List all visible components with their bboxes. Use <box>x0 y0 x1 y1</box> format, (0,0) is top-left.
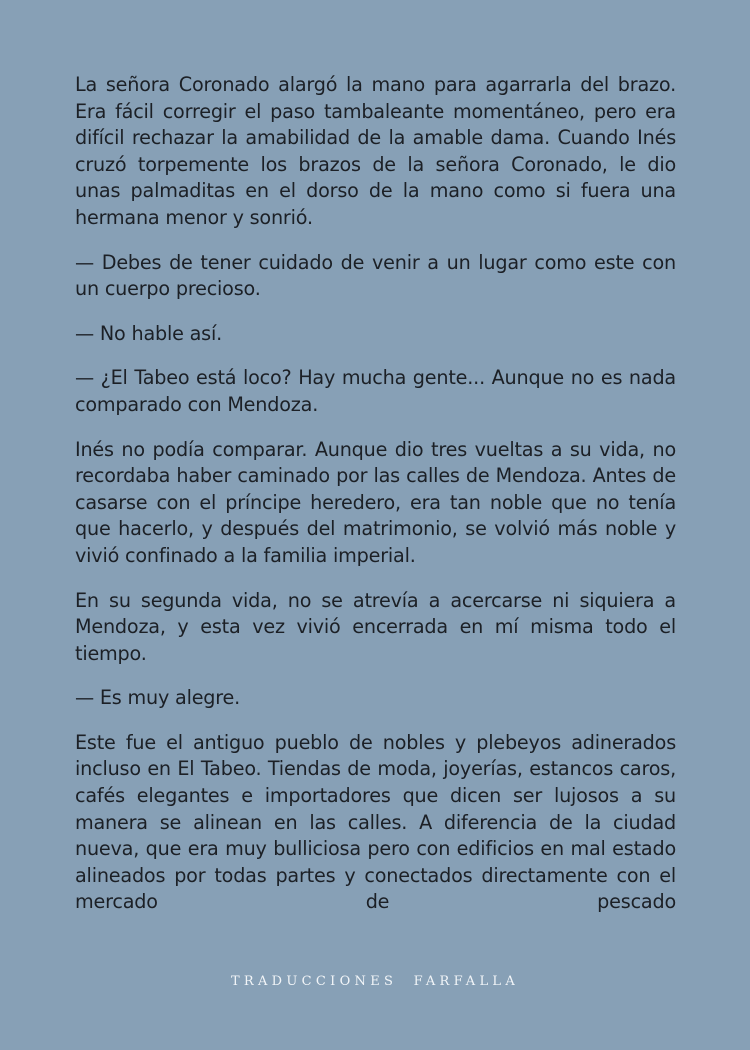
dialogue-2: — No hable así. <box>75 321 222 345</box>
footer-credit: TRADUCCIONES FARFALLA <box>230 974 520 989</box>
paragraph-1: La señora Coronado alargó la mano para agarrarla del brazo. Era fácil corregir el paso tambaleante momentáneo, pero era difícil rechazar la amabilidad de la amable dama. Cuando Inés cruzó torpemente los brazos de la señora Coronado, le dio unas palmaditas en el dorso de la mano como si fuera una hermana menor y sonrió. <box>75 73 676 229</box>
page-body <box>75 72 676 934</box>
dialogue-3: — ¿El Tabeo está loco? Hay mucha gente... Aunque no es nada comparado con Mendoza. <box>75 366 676 416</box>
dialogue-1: — Debes de tener cuidado de venir a un lugar como este con un cuerpo precioso. <box>75 250 676 301</box>
dialogue-4: — Es muy alegre. <box>75 686 241 710</box>
paragraph-3: En su segunda vida, no se atrevía a acercarse ni siquiera a Mendoza, y esta vez vivió encerrada en mí misma todo el tiempo. <box>75 588 676 665</box>
paragraph-2: Inés no podía comparar. Aunque dio tres vueltas a su vida, no recordaba haber caminado por las calles de Mendoza. Antes de casarse con el príncipe heredero, era tan noble que no tenía que hacerlo, y después del matrimonio, se volvió más noble y vivió confinado a la familia imperial. <box>75 437 676 567</box>
paragraph-4: Este fue el antiguo pueblo de nobles y plebeyos adinerados incluso en El Tabeo. Tiendas de moda, joyerías, estancos caros, cafés elegantes e importadores que dicen ser lujosos a su manera se alinean en las calles. A diferencia de la ciudad nueva, que era muy bulliciosa pero con edificios en mal estado alineados por todas partes y conectados directamente con el mercado de pescado <box>75 730 676 914</box>
